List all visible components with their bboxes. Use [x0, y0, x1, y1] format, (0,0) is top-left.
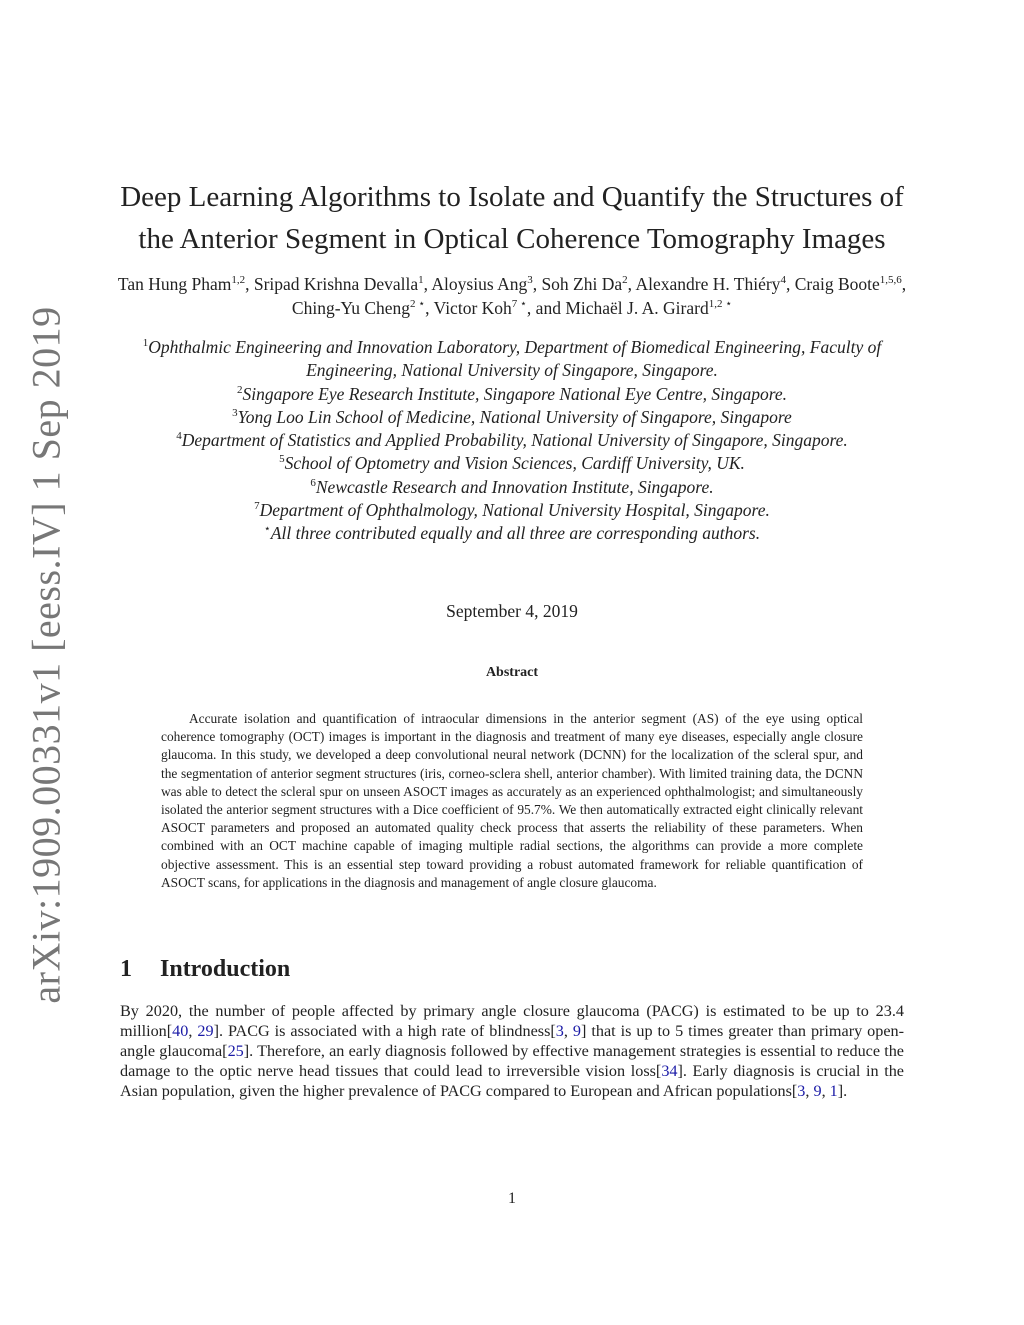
author-list: [110, 272, 914, 320]
author-name: Michaël J. A. Girard: [565, 298, 709, 318]
affiliation-item: [100, 406, 924, 429]
author-name: Aloysius Ang: [431, 274, 528, 294]
author-name: Soh Zhi Da: [541, 274, 623, 294]
citation-separator: ,: [563, 1022, 573, 1040]
affiliation-list: [100, 336, 924, 546]
citation-link[interactable]: 40: [172, 1022, 189, 1040]
affiliation-text: Yong Loo Lin School of Medicine, National University of Singapore, Singapore: [237, 406, 792, 427]
author-separator: ,: [532, 274, 542, 294]
citation-separator: ,: [821, 1082, 830, 1100]
citation-link[interactable]: 29: [197, 1022, 214, 1040]
affiliation-item: [100, 429, 924, 452]
affiliation-mark: 2: [237, 383, 243, 396]
affiliation-text: Newcastle Research and Innovation Institute, Singapore.: [315, 476, 714, 497]
citation-link[interactable]: 3: [555, 1022, 564, 1040]
author-name: Craig Boote: [794, 274, 880, 294]
affiliation-text: Ophthalmic Engineering and Innovation Laboratory, Department of Biomedical Engineering, Faculty of Engineering, National University of Singapore, Singapore.: [148, 337, 882, 381]
author-separator: ,: [425, 298, 434, 318]
author-affil-mark: 1,5,6: [879, 274, 902, 287]
affiliation-item: [100, 522, 924, 545]
section-title: Introduction: [160, 956, 291, 982]
affiliation-mark: 5: [279, 453, 285, 466]
section-heading: [120, 956, 290, 983]
affiliation-mark: 3: [232, 407, 238, 420]
author-name: Tan Hung Pham: [117, 274, 232, 294]
author-affil-mark: 2: [622, 274, 628, 287]
title-line-2: the Anterior Segment in Optical Coherence Tomography Images: [138, 223, 886, 255]
affiliation-mark: 7: [254, 500, 260, 513]
citation-separator: ,: [805, 1082, 814, 1100]
author-affil-mark: 1,2: [231, 274, 246, 287]
author-name: Sripad Krishna Devalla: [253, 274, 419, 294]
intro-text: By 2020, the number of people affected by primary angle closure glaucoma (PACG) is estimated to be up to 23.4 million[: [120, 1002, 904, 1040]
affiliation-item: [100, 452, 924, 475]
affiliation-item: [100, 336, 924, 383]
citation-link[interactable]: 9: [572, 1022, 582, 1040]
author-separator: , and: [526, 298, 566, 318]
citation-separator: ,: [188, 1022, 198, 1040]
affiliation-text: School of Optometry and Vision Sciences, Cardiff University, UK.: [284, 453, 745, 474]
affiliation-mark: 1: [142, 337, 149, 350]
affiliation-text: Singapore Eye Research Institute, Singapore National Eye Centre, Singapore.: [242, 383, 787, 404]
author-affil-mark: 2 ⋆: [410, 298, 426, 311]
arxiv-identifier-text: arXiv:1909.00331v1 [eess.IV] 1 Sep 2019: [23, 306, 69, 1004]
author-separator: ,: [627, 274, 636, 294]
page-number: 1: [508, 1190, 516, 1207]
author-affil-mark: 1,2 ⋆: [708, 298, 733, 311]
citation-link[interactable]: 3: [797, 1082, 806, 1100]
author-affil-mark: 1: [418, 274, 424, 287]
intro-text: ].: [837, 1082, 848, 1100]
abstract-heading: Abstract: [485, 665, 539, 680]
author-separator: ,: [785, 274, 795, 294]
citation-link[interactable]: 1: [829, 1082, 838, 1100]
intro-text: ]. Early diagnosis is crucial in the Asian population, given the higher prevalence of PACG compared to European and African populations[: [120, 1062, 904, 1100]
title-line-1: Deep Learning Algorithms to Isolate and Quantify the Structures of: [120, 181, 904, 213]
intro-text: ]. PACG is associated with a high rate of blindness[: [213, 1022, 556, 1040]
affiliation-mark: 4: [176, 430, 182, 443]
affiliation-item: [100, 476, 924, 499]
citation-link[interactable]: 9: [813, 1082, 822, 1100]
section-number: 1: [120, 956, 132, 982]
citation-link[interactable]: 34: [661, 1062, 678, 1080]
publication-date: September 4, 2019: [446, 601, 578, 621]
affiliation-text: All three contributed equally and all three are corresponding authors.: [270, 523, 761, 544]
intro-paragraph: [120, 1001, 904, 1101]
paper-title: [100, 176, 924, 260]
abstract-body: [161, 710, 863, 892]
author-name: Ching-Yu Cheng: [291, 298, 411, 318]
author-affil-mark: 4: [780, 274, 786, 287]
affiliation-item: [100, 499, 924, 522]
author-affil-mark: 3: [527, 274, 533, 287]
author-separator: ,: [901, 274, 907, 294]
affiliation-mark: ⋆: [263, 523, 271, 536]
affiliation-text: Department of Statistics and Applied Probability, National University of Singapore, Singapore.: [181, 430, 848, 451]
arxiv-identifier: [16, 306, 76, 1004]
abstract-paragraph: Accurate isolation and quantification of intraocular dimensions in the anterior segment (AS) of the eye using optical coherence tomography (OCT) images is important in the diagnosis and treatment of many eye diseases, especially angle closure glaucoma. In this study, we developed a deep convolutional neural network (DCNN) for the localization of the scleral spur, and the segmentation of anterior segment structures (iris, corneo-sclera shell, anterior chamber). With limited training data, the DCNN was able to detect the scleral spur on unseen ASOCT images as accurately as an experienced ophthalmologist; and simultaneously isolated the anterior segment structures with a Dice coefficient of 95.7%. We then automatically extracted eight clinically relevant ASOCT parameters and proposed an automated quality check process that asserts the reliability of these parameters. When combined with an OCT machine capable of imaging multiple radial sections, the algorithms can provide a more complete objective assessment. This is an essential step toward providing a robust automated framework for reliable quantification of ASOCT scans, for applications in the diagnosis and management of angle closure glaucoma.: [161, 711, 863, 890]
citation-link[interactable]: 25: [227, 1042, 244, 1060]
author-separator: ,: [245, 274, 254, 294]
author-separator: ,: [423, 274, 432, 294]
author-name: Victor Koh: [433, 298, 512, 318]
affiliation-item: [100, 383, 924, 406]
affiliation-mark: 6: [310, 476, 316, 489]
author-affil-mark: 7 ⋆: [511, 298, 527, 311]
intro-text: ] that is up to 5 times greater than primary open-angle glaucoma[: [120, 1022, 905, 1060]
intro-text: ]. Therefore, an early diagnosis followed by effective management strategies is essential to reduce the damage to the optic nerve head tissues that could lead to irreversible vision loss[: [120, 1042, 904, 1080]
intro-body: [120, 1001, 904, 1101]
author-name: Alexandre H. Thiéry: [635, 274, 781, 294]
affiliation-text: Department of Ophthalmology, National University Hospital, Singapore.: [259, 500, 770, 521]
